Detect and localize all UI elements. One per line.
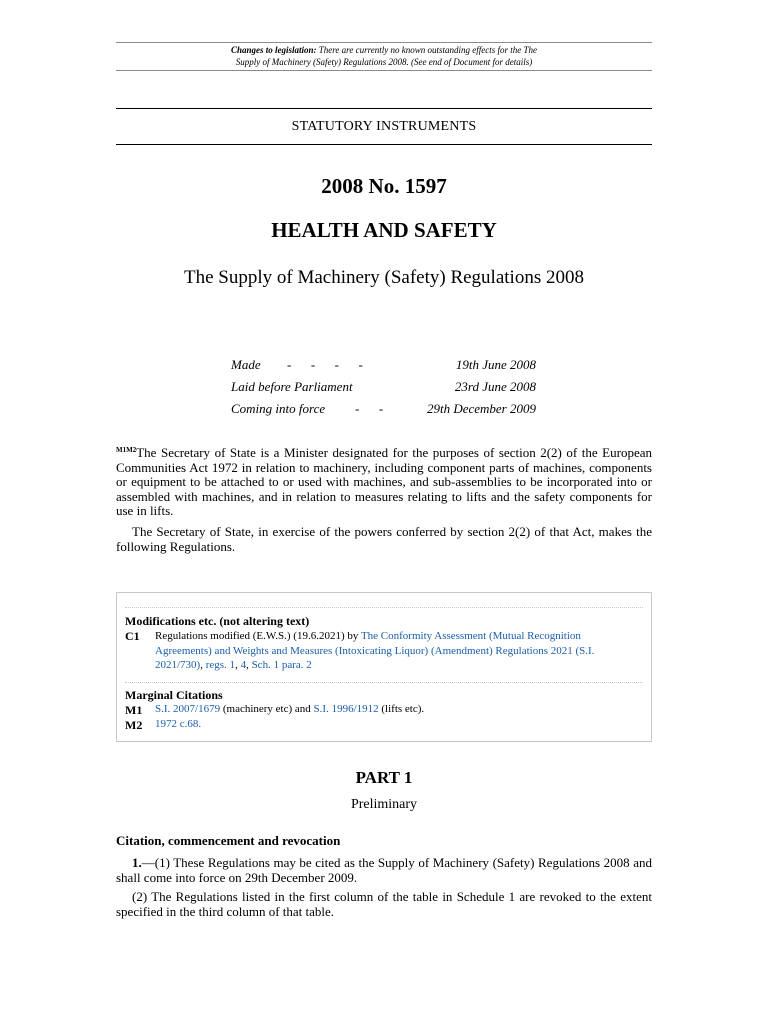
banner-line2: Supply of Machinery (Safety) Regulations 2008. (See end of Document for details) — [235, 57, 533, 67]
regulation-number: 1. — [132, 855, 142, 870]
divider — [125, 607, 643, 608]
note-text-m2 — [155, 718, 625, 730]
c1-link-reg4[interactable]: 4 — [240, 659, 247, 671]
part-subtitle: Preliminary — [350, 797, 418, 812]
date-value: 23rd June 2008 — [454, 379, 536, 394]
date-label: Laid before Parliament — [231, 379, 353, 394]
note-text-m1 — [155, 703, 625, 715]
c1-link-regulations[interactable]: The Conformity Assessment (Mutual Recognition Agreements) and Weights and Measures (Intoxicating Liquor) (Amendment) Regulations 2021 (S.I. 2021/730) — [155, 630, 595, 671]
preamble-paragraph-1 — [116, 446, 652, 519]
document-title: The Supply of Machinery (Safety) Regulations 2008 — [184, 267, 584, 288]
date-value: 19th June 2008 — [455, 357, 536, 372]
dates-table — [231, 354, 536, 420]
m1-end: (lifts etc). — [378, 703, 425, 715]
date-row-laid — [231, 376, 536, 398]
preamble-paragraph-2: The Secretary of State, in exercise of the powers conferred by section 2(2) of that Act, makes the following Regulations. — [116, 524, 652, 554]
c1-text: Regulations modified (E.W.S.) (19.6.2021) by — [155, 630, 361, 642]
date-dashes: - - - - — [287, 357, 363, 372]
regulation-1-paragraph-2: (2) The Regulations listed in the first column of the table in Schedule 1 are revoked to the extent specified in the third column of that table. — [116, 889, 652, 919]
regulation-dash: — — [141, 855, 155, 870]
m2-link-1972[interactable]: 1972 c.68. — [155, 718, 202, 730]
marginal-citations-heading: Marginal Citations — [125, 688, 223, 702]
m1-link-2007[interactable]: S.I. 2007/1679 — [155, 703, 221, 715]
c1-link-regs[interactable]: regs. 1 — [205, 659, 236, 671]
c1-link-schedule[interactable]: Sch. 1 para. 2 — [251, 659, 312, 671]
divider — [125, 682, 643, 683]
m1-link-1996[interactable]: S.I. 1996/1912 — [313, 703, 379, 715]
changes-banner — [116, 42, 652, 71]
date-label: Coming into force — [231, 401, 326, 416]
preamble-text-1: The Secretary of State is a Minister designated for the purposes of section 2(2) of the European Communities Act 1972 in relation to machinery, including component parts of machines, components or equipment to be attached to or used with machines, and sub-assemblies to be incorporated into or assembled with machines, and in relation to measures relating to lifts and the safety components for use in lifts. — [116, 445, 652, 518]
date-row-made — [231, 354, 536, 376]
banner-line1: There are currently no known outstanding effects for the The — [316, 45, 537, 55]
marginal-citation-marker[interactable]: M1M2 — [116, 446, 137, 454]
annotations-box — [116, 592, 652, 742]
date-value: 29th December 2009 — [426, 401, 536, 416]
note-key-m1: M1 — [125, 703, 143, 717]
modifications-heading: Modifications etc. (not altering text) — [125, 614, 310, 628]
regulation-1-text-1: (1) These Regulations may be cited as the Supply of Machinery (Safety) Regulations 2008 and shall come into force on 29th December 2009. — [116, 855, 652, 885]
note-key-m2: M2 — [125, 718, 143, 732]
note-key-c1: C1 — [125, 629, 140, 643]
banner-bold: Changes to legislation: — [231, 45, 317, 55]
instrument-type: STATUTORY INSTRUMENTS — [116, 108, 652, 145]
subject-heading: HEALTH AND SAFETY — [271, 218, 497, 242]
m1-mid: (machinery etc) and — [220, 703, 314, 715]
regulation-1-paragraph-1 — [116, 856, 652, 885]
instrument-number: 2008 No. 1597 — [321, 174, 447, 198]
note-text-c1: Regulations modified (E.W.S.) (19.6.2021) by The Conformity Assessment (Mutual Recognition Agreements) and Weights and Measures (Intoxicating Liquor) (Amendment) Regulations 2021 (S.I. 2021/730), regs. 1, 4, Sch. 1 para. 2 — [155, 630, 595, 671]
section-heading: Citation, commencement and revocation — [116, 833, 341, 848]
part-heading: PART 1 — [355, 768, 413, 787]
date-row-coming-into-force — [231, 398, 536, 420]
date-label: Made — [231, 357, 261, 372]
date-dashes: - - — [355, 401, 384, 416]
c1-separator: , — [200, 659, 206, 671]
